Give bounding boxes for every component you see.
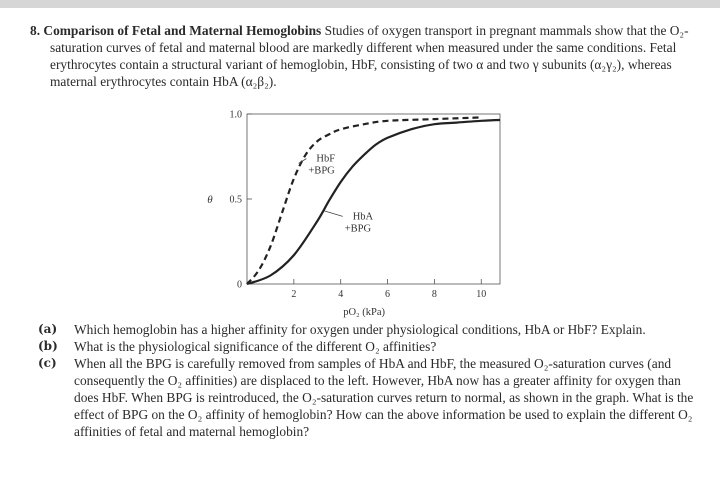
saturation-chart xyxy=(190,108,530,318)
problem-body: Studies of oxygen transport in pregnant mammals show that the O₂-saturation curves of fetal and maternal blood are markedly different when measured under the same conditions. Fetal erythrocytes contain a structural variant of hemoglobin, HbF, consisting of two α and two γ subunits (α₂γ₂), whereas maternal erythrocytes contain HbA (α₂β₂). xyxy=(50,23,689,89)
question-b-label: (b) xyxy=(38,339,58,353)
y-axis-label: θ xyxy=(207,194,213,206)
question-a-label: (a) xyxy=(38,322,58,336)
annotation-pointer xyxy=(299,159,307,164)
y-tick-label: 0.5 xyxy=(229,194,242,206)
annotation-label: HbF xyxy=(316,153,336,165)
x-tick-label: 8 xyxy=(431,289,437,300)
question-c-label: (c) xyxy=(38,356,57,370)
y-axis-ticks xyxy=(230,110,253,291)
x-tick-label: 6 xyxy=(385,289,391,300)
question-b-text: What is the physiological significance of the different O₂ affinities? xyxy=(74,339,437,354)
curve-annotations xyxy=(299,154,374,235)
annotation-sublabel: +BPG xyxy=(344,223,372,235)
problem-title: Comparison of Fetal and Maternal Hemoglobins xyxy=(43,23,322,38)
chart-svg xyxy=(190,108,530,318)
annotation-sublabel: +BPG xyxy=(308,165,335,177)
problem-number: 8. xyxy=(30,23,41,38)
y-tick-label: 1.0 xyxy=(229,109,242,121)
x-tick-label: 10 xyxy=(476,289,487,300)
question-c xyxy=(38,355,698,440)
annotation-label: HbA xyxy=(352,211,374,223)
y-tick-label: 0 xyxy=(237,279,242,291)
x-tick-label: 2 xyxy=(291,289,297,300)
question-b xyxy=(38,338,698,355)
x-axis-label: pO₂ (kPa) xyxy=(343,307,386,318)
question-c-text: When all the BPG is carefully removed from samples of HbA and HbF, the measured O₂-saturation curves (and consequently the O₂ affinities) are displaced to the left. However, HbA now has a greater affinity for oxygen than does HbF. When BPG is reintroduced, the O₂-saturation curves return to normal, as shown in the graph. What is the effect of BPG on the O₂ affinity of hemoglobin? How can the above information be used to explain the different O₂ affinities of fetal and maternal hemoglobin? xyxy=(74,356,694,439)
question-a xyxy=(38,321,698,338)
x-axis-ticks xyxy=(291,279,486,300)
problem-statement xyxy=(30,22,698,90)
top-bar xyxy=(0,0,720,8)
plot-frame xyxy=(247,114,500,284)
x-tick-label: 4 xyxy=(338,289,344,300)
annotation-pointer xyxy=(324,211,342,217)
questions-list xyxy=(38,321,698,440)
hbf-curve xyxy=(247,117,481,284)
question-a-text: Which hemoglobin has a higher affinity for oxygen under physiological conditions, HbA or HbF? Explain. xyxy=(74,322,646,337)
problem-paragraph xyxy=(30,22,698,90)
